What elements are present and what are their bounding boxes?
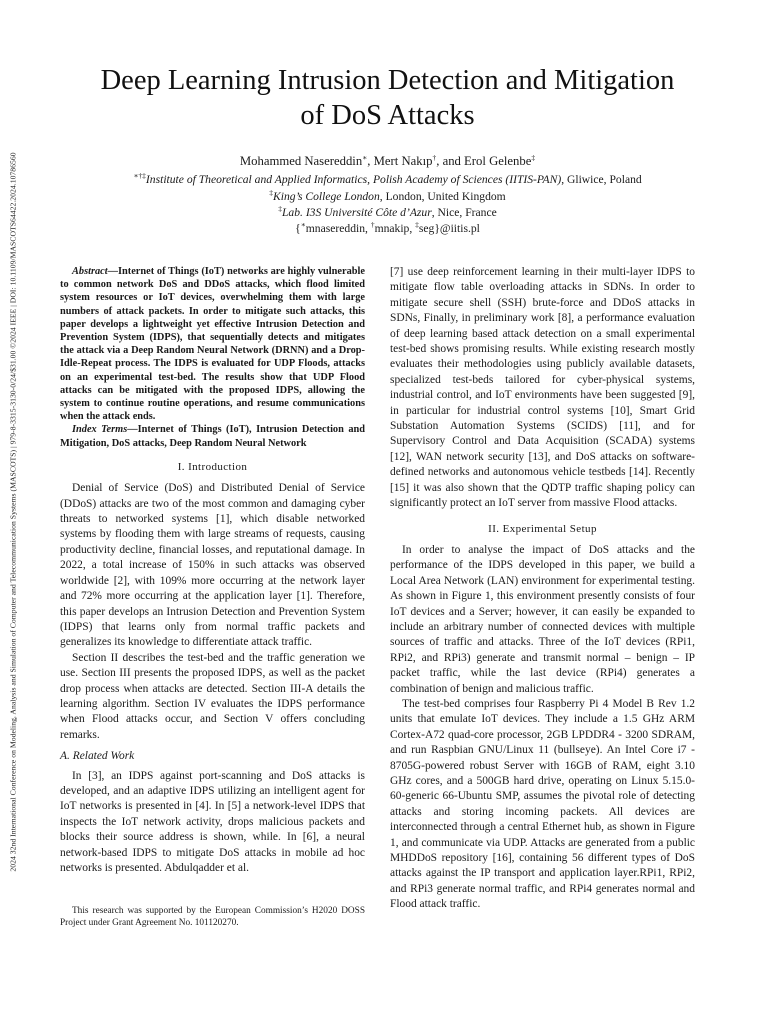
affiliation-2-location: , London, United Kingdom: [379, 190, 506, 203]
affiliation-2-institute: King’s College London: [273, 190, 380, 203]
email-mark-3: ‡: [415, 220, 419, 230]
setup-paragraph-2: The test-bed comprises four Raspberry Pi 4 Model B Rev 1.2 units that emulate IoT devices. They include a 1.5 GHz ARM Cortex-A72 quad-core processor, 2GB LPDDR4 - 3200 SDRAM, and run Raspbian GNU/Linux 11 (bullseye). An Intel Core i7 - 8705G-powered robust Server with 16GB of RAM, eight 3.10 GHz cores, and a 500GB hard drive, operating on Linux 5.15.0-60-generic 66-Ubuntu SMP, assumes the pivotal role of detecting attacks and storing incoming packets. All devices are interconnected through a central Ethernet hub, as shown in Figure 1, and communicate via UDP. Attacks are generated from a public MHDDoS repository [16], containing 56 different types of DoS attacks against the IP transport and application layer.RPi1, RPi2, and RPi3 generate normal traffic, and RPi4 generates normal and Flood attack traffic.: [390, 697, 695, 911]
footnote: This research was supported by the European Commission’s H2020 DOSS Project under Grant Agreement No. 101120270.: [60, 906, 365, 928]
affiliation-1-location: , Gliwice, Poland: [561, 173, 642, 186]
index-terms-text: —Internet of Things (IoT), Intrusion Detection and Mitigation, DoS attacks, Deep Random Neural Network: [60, 424, 365, 449]
left-column: [60, 265, 365, 876]
affiliation-3-mark: ‡: [278, 204, 282, 214]
author-3: and Erol Gelenbe: [442, 154, 532, 168]
abstract-label: Abstract: [72, 266, 108, 277]
author-1-mark: ∗: [362, 152, 368, 162]
setup-paragraph-1: In order to analyse the impact of DoS attacks and the performance of the IDPS developed in this paper, we build a Local Area Network (LAN) environment for experimental testing. As shown in Figure 1, this environment presently consists of four IoT devices and a Server; however, it can easily be expanded to include an arbitrary number of connected devices with multiple sources of traffic and attacks. Three of the IoT devices (RPi1, RPi2, and RPi3) generate and transmit normal – benign – IP packet traffic, while the last device (RPi4) generates a combination of benign and malicious traffic.: [390, 543, 695, 695]
affiliation-1-marks: ∗†‡: [133, 171, 146, 181]
index-terms-label: Index Terms: [72, 424, 128, 436]
title-line-2: of DoS Attacks: [300, 100, 475, 131]
author-2: Mert Nakıp: [373, 154, 433, 168]
paper-title: [55, 63, 720, 133]
affiliation-3-institute: Lab. I3S Université Côte d’Azur: [281, 206, 432, 219]
intro-paragraph-2: Section II describes the test-bed and the traffic generation we use. Section III presents the proposed IDPS, as well as the packet drop process when attacks are detected. Section III-A details the learning algorithm. Section IV evaluates the IDPS performance when Flood attacks occur, and Section V offers concluding remarks.: [60, 651, 365, 741]
affiliation-2: [55, 189, 720, 205]
doi-sidebar: [3, 20, 23, 1004]
email-mark-2: †: [370, 220, 375, 230]
affiliation-1-institute: Institute of Theoretical and Applied Informatics, Polish Academy of Sciences (IITIS-PAN): [145, 173, 562, 186]
index-terms: [60, 423, 365, 449]
author-3-mark: ‡: [531, 152, 536, 162]
affiliation-2-mark: ‡: [269, 188, 274, 198]
setup-heading: II. Experimental Setup: [488, 522, 597, 535]
intro-heading: I. Introduction: [177, 460, 248, 473]
email-line: [55, 221, 720, 237]
doi-sidebar-text: 2024 32nd International Conference on Modeling, Analysis and Simulation of Computer and Telecommunication Systems (MASCOTS) | 979-8-3315-3130-0/24/$31.00 ©2024 IEEE | DOI: 10.1109/MASCOTS64422.2024.10786560: [8, 152, 18, 872]
email-user-3: seg}@iitis.pl: [418, 222, 480, 235]
affiliation-3-location: , Nice, France: [431, 206, 497, 219]
affiliation-3: [55, 205, 720, 221]
related-work-continued: [7] use deep reinforcement learning in their multi-layer IDPS to mitigate flow table overloading attacks in SDNs. In order to mitigate secure shell (SSH) brute-force and DDoS attacks in SDNs, Finally, in preliminary work [8], a performance evaluation of deep learning based attack detection on a small experimental test-bed shows promising results. While existing research mostly evaluates their methodologies using publicly available datasets, specialized test-beds tailored for cyber-physical systems, industrial control, and IoT environments have been suggested [9], in particular for industrial control systems [10], Smart Grid Substation Automation Systems (SCIDS) [11], and for Supervisory Control and Data Acquisition (SCADA) systems [12], WAN network security [13], and DoS attacks on software-defined networks and autonomous vehicle testbeds [14]. Recently [15] it was also shown that the QDTP traffic shaping policy can significantly protect an IoT server from massive Flood attacks.: [390, 266, 695, 510]
author-2-mark: †: [432, 152, 437, 162]
affiliation-1: [55, 172, 720, 188]
right-column: [390, 265, 695, 913]
email-brace: {: [295, 222, 301, 235]
title-line-1: Deep Learning Intrusion Detection and Mitigation: [100, 65, 675, 96]
related-work-heading: A. Related Work: [60, 750, 135, 763]
author-list: Mohammed Nasereddin∗, Mert Nakıp†, and Erol Gelenbe‡: [239, 152, 536, 168]
abstract: [60, 265, 365, 423]
abstract-text: —Internet of Things (IoT) networks are highly vulnerable to common network DoS and DDoS attacks, which flood limited system resources or IoT devices, overwhelming them with large numbers of attack packets. In order to mitigate such attacks, this paper develops a lightweight yet effective Intrusion Detection and Prevention System (IDPS), that sequentially detects and mitigates the attack via a Deep Random Neural Network (DRNN) and a Drop-Idle-Repeat process. The IDPS is evaluated for UDP Floods, attacks on an experimental test-bed. The results show that UDP Flood attacks can be mitigated with the proposed IDPS, allowing the system to continue routine operations, and resume communications when the attack ends.: [60, 266, 365, 423]
email-user-2: mnakip,: [374, 222, 416, 235]
email-user-1: mnasereddin,: [305, 222, 371, 235]
author-1: Mohammed Nasereddin: [239, 154, 363, 168]
intro-paragraph-1: Denial of Service (DoS) and Distributed Denial of Service (DDoS) attacks are two of the most common and damaging cyber threats to networked systems [1], which disable networked systems by flooding them with large streams of requests, causing productivity decline, financial losses, and reputational damage. In 2022, a total increase of 150% in such attacks was observed worldwide [2], with 109% more occurring at the network layer and 72% more occurring at the application layer [1]. Therefore, this paper develops an Intrusion Detection and Prevention System (IDPS) that learns only from normal traffic packets and generalizes its knowledge to differentiate attack traffic.: [60, 482, 365, 649]
email-mark-1: ∗: [300, 220, 306, 230]
related-work-paragraph: In [3], an IDPS against port-scanning and DoS attacks is developed, and an adaptive IDPS utilizing an intelligent agent for IoT networks is presented in [4]. In [5] a network-level IDPS that inspects the IoT network activity, drops malicious packets and blocks their source address is shown, while. In [6], a neural network-based IDPS to mitigate DoS attacks in mobile ad hoc networks is presented. Abdulqadder et al.: [60, 769, 365, 874]
